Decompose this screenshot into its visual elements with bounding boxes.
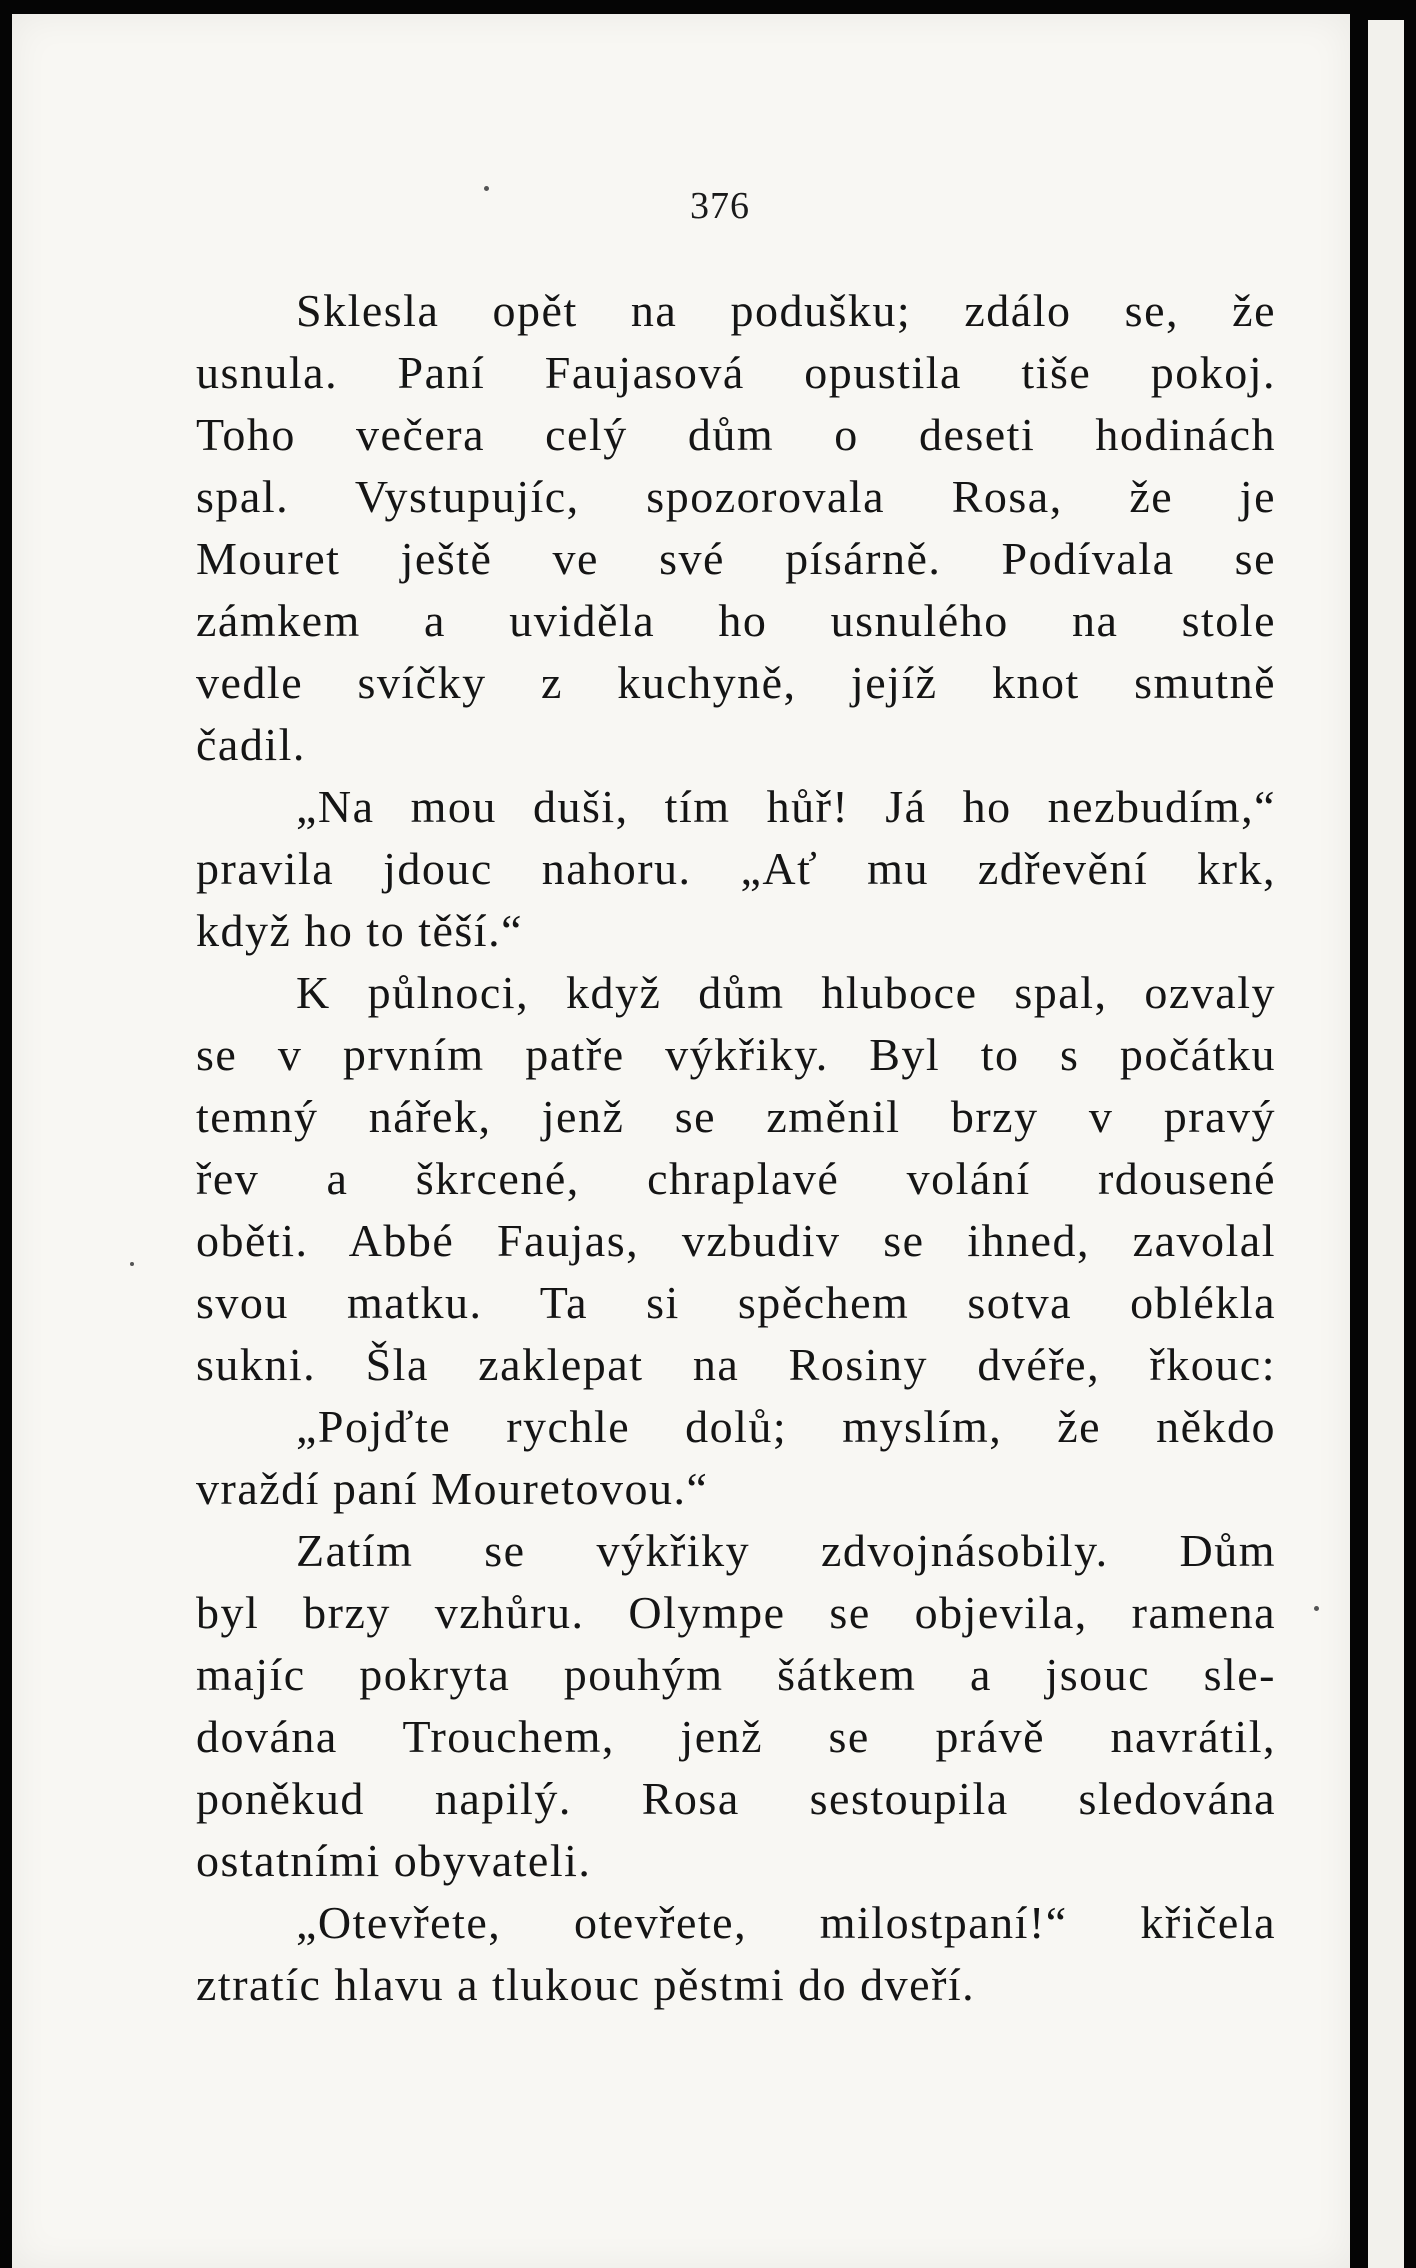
text-line: poněkud napilý. Rosa sestoupila sledována (196, 1773, 1276, 1824)
adjacent-page-edge (1368, 20, 1404, 2268)
text-line: „Pojďte rychle dolů; myslím, že někdo (296, 1401, 1276, 1452)
text-line: „Na mou duši, tím hůř! Já ho nezbudím,“ (296, 781, 1276, 832)
text-line: ztratíc hlavu a tlukouc pěstmi do dveří. (196, 1959, 976, 2010)
text-line: vedle svíčky z kuchyně, jejíž knot smutně (196, 657, 1276, 708)
scan-speck (1314, 1606, 1319, 1611)
text-line: Mouret ještě ve své písárně. Podívala se (196, 533, 1276, 584)
page-number: 376 (690, 185, 750, 227)
text-line: byl brzy vzhůru. Olympe se objevila, ramena (196, 1587, 1276, 1638)
text-line: sukni. Šla zaklepat na Rosiny dvéře, řkouc: (196, 1339, 1276, 1390)
text-line: se v prvním patře výkřiky. Byl to s počátku (196, 1029, 1276, 1080)
text-line: Sklesla opět na podušku; zdálo se, že (296, 285, 1276, 336)
text-line: spal. Vystupujíc, spozorovala Rosa, že je (196, 471, 1276, 522)
text-line: temný nářek, jenž se změnil brzy v pravý (196, 1091, 1276, 1142)
text-line: oběti. Abbé Faujas, vzbudiv se ihned, zavolal (196, 1215, 1276, 1266)
text-line: „Otevřete, otevřete, milostpaní!“ křičela (296, 1897, 1276, 1948)
text-line: čadil. (196, 719, 306, 770)
text-line: ostatními obyvateli. (196, 1835, 592, 1886)
text-line: zámkem a uviděla ho usnulého na stole (196, 595, 1276, 646)
text-line: vraždí paní Mouretovou.“ (196, 1463, 709, 1514)
text-line: K půlnoci, když dům hluboce spal, ozvaly (296, 967, 1276, 1018)
text-line: řev a škrcené, chraplavé volání rdousené (196, 1153, 1276, 1204)
text-line: usnula. Paní Faujasová opustila tiše pokoj. (196, 347, 1276, 398)
text-line: svou matku. Ta si spěchem sotva oblékla (196, 1277, 1276, 1328)
text-line: dována Trouchem, jenž se právě navrátil, (196, 1711, 1276, 1762)
text-line: pravila jdouc nahoru. „Ať mu zdřevění krk, (196, 843, 1276, 894)
text-line: Toho večera celý dům o deseti hodinách (196, 409, 1276, 460)
scan-speck (130, 1262, 134, 1266)
body-text (196, 280, 1276, 2016)
text-line: když ho to těší.“ (196, 905, 523, 956)
text-line: majíc pokryta pouhým šátkem a jsouc sle- (196, 1649, 1276, 1700)
scan-speck (484, 186, 489, 191)
text-line: Zatím se výkřiky zdvojnásobily. Dům (296, 1525, 1276, 1576)
